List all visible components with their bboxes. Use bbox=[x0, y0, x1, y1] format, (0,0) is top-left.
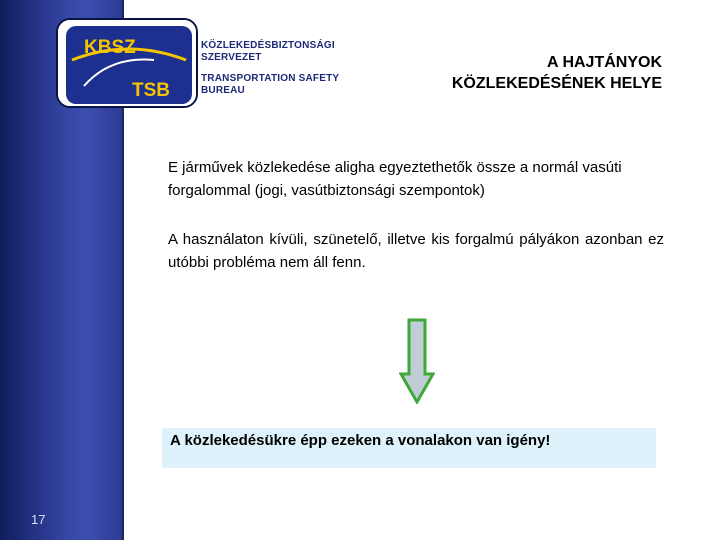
org-hu-line2: SZERVEZET bbox=[201, 52, 262, 63]
kbsz-tsb-logo bbox=[56, 18, 198, 108]
org-en-line1: TRANSPORTATION SAFETY bbox=[201, 73, 340, 84]
org-en-line2: BUREAU bbox=[201, 85, 245, 96]
org-hu-line1: KÖZLEKEDÉSBIZTONSÁGI bbox=[201, 40, 335, 51]
body-paragraph-2: A használaton kívüli, szünetelő, illetve kis forgalmú pályákon azonban ez utóbbi probléma nem áll fenn. bbox=[168, 231, 664, 271]
down-arrow-icon bbox=[399, 318, 435, 404]
logo-graphic bbox=[58, 20, 198, 108]
organization-name bbox=[201, 40, 339, 97]
logo-tsb-text: TSB bbox=[132, 80, 170, 101]
slide-title bbox=[452, 52, 662, 94]
conclusion-box bbox=[162, 428, 656, 468]
conclusion-text: A közlekedésükre épp ezeken a vonalakon van igény! bbox=[170, 432, 551, 449]
title-line2: KÖZLEKEDÉSÉNEK HELYE bbox=[451, 75, 662, 92]
title-line1: A HAJTÁNYOK bbox=[547, 54, 662, 71]
logo-kbsz-text: KBSZ bbox=[84, 37, 136, 58]
slide-number: 17 bbox=[31, 512, 46, 527]
body-paragraph-1: E járművek közlekedése aligha egyeztethetők össze a normál vasúti forgalommal (jogi, vasútbiztonsági szempontok) bbox=[168, 159, 622, 199]
